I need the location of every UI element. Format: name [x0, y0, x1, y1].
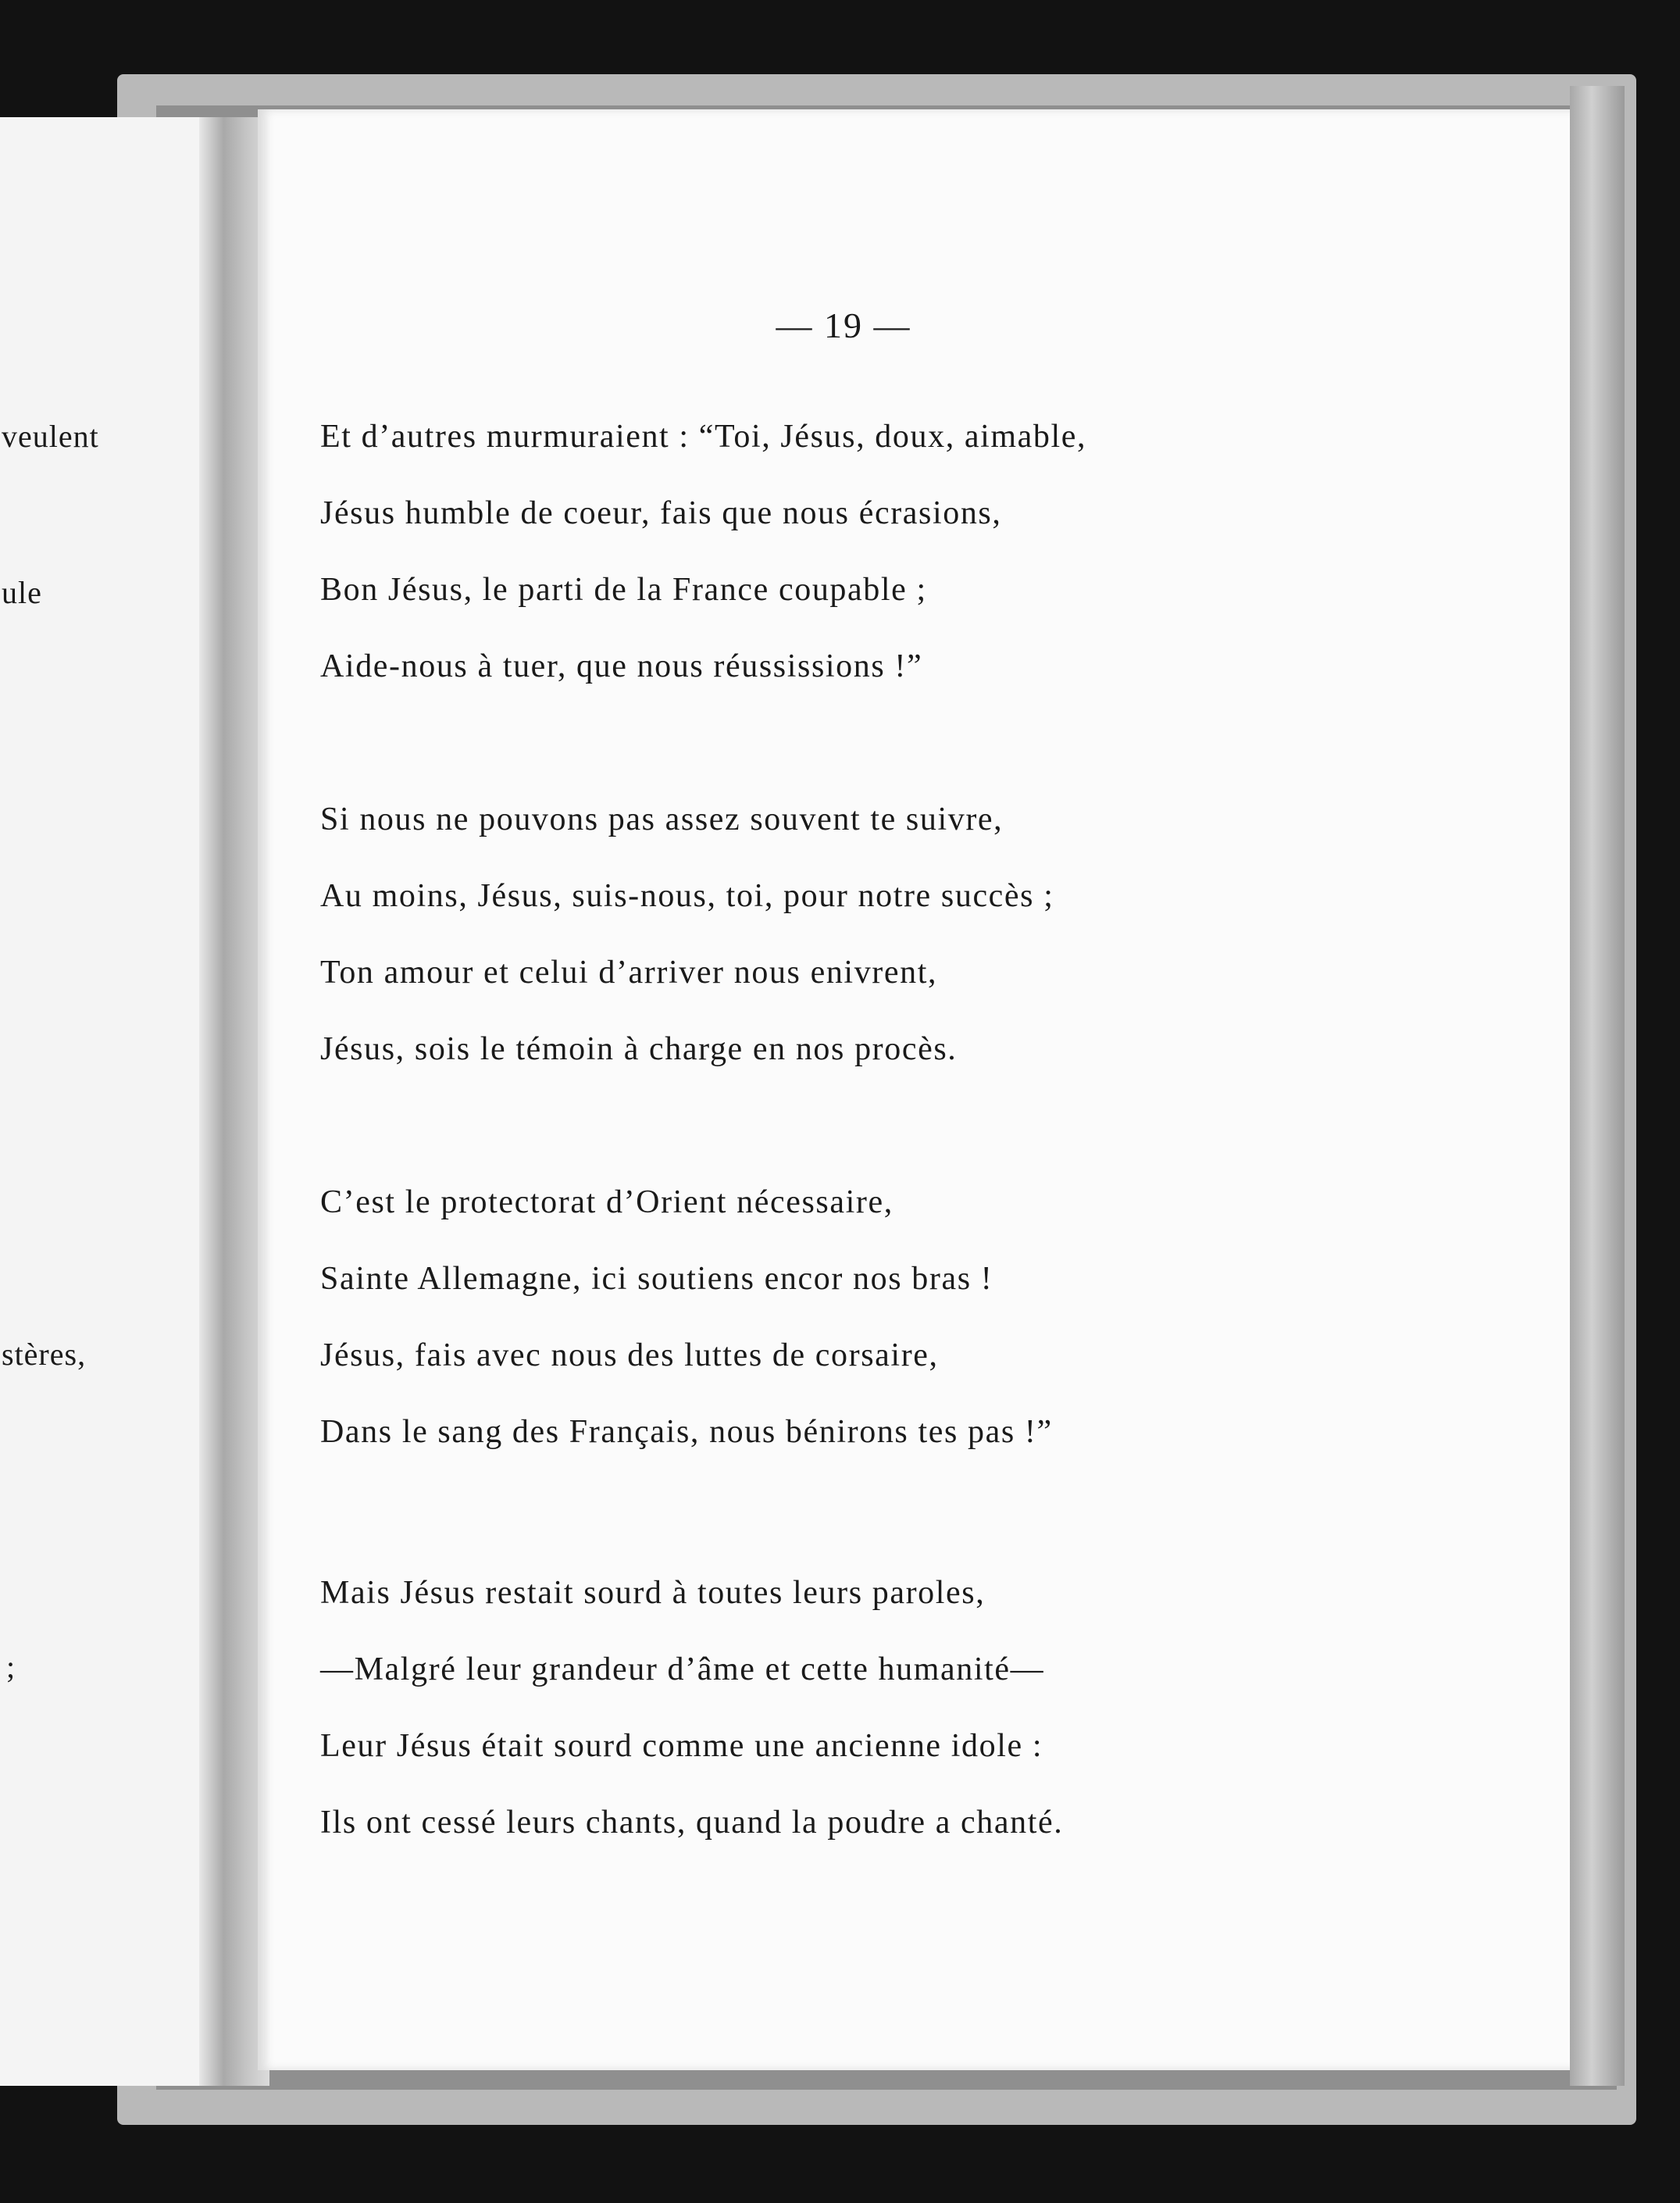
poem-line: Aide-nous à tuer, que nous réussissions !”	[320, 648, 923, 684]
page-number: — 19 —	[776, 305, 911, 345]
left-page-fragment: stères,	[2, 1337, 87, 1372]
poem-line: —Malgré leur grandeur d’âme et cette humanité—	[320, 1651, 1045, 1687]
poem-line: Et d’autres murmuraient : “Toi, Jésus, doux, aimable,	[320, 419, 1087, 455]
poem-line: Si nous ne pouvons pas assez souvent te suivre,	[320, 802, 1004, 837]
poem-line: Leur Jésus était sourd comme une ancienne idole :	[320, 1728, 1043, 1764]
poem-line: Mais Jésus restait sourd à toutes leurs paroles,	[320, 1575, 986, 1611]
poem-line: C’est le protectorat d’Orient nécessaire,	[320, 1184, 894, 1220]
left-page-fragment: veulent	[2, 419, 99, 454]
poem-line: Ils ont cessé leurs chants, quand la poudre a chanté.	[320, 1805, 1064, 1841]
left-page-fragment: ;	[6, 1649, 16, 1684]
poem-line: Jésus, sois le témoin à charge en nos procès.	[320, 1031, 958, 1067]
right-page	[258, 109, 1578, 2070]
poem-line: Ton amour et celui d’arriver nous enivrent,	[320, 955, 938, 991]
cover-flap	[1570, 86, 1625, 2086]
poem-line: Jésus humble de coeur, fais que nous écrasions,	[320, 495, 1002, 531]
poem-line: Dans le sang des Français, nous bénirons tes pas !”	[320, 1414, 1053, 1450]
left-page-fragment: ule	[2, 575, 42, 610]
poem-line: Sainte Allemagne, ici soutiens encor nos bras !	[320, 1261, 993, 1297]
poem-line: Jésus, fais avec nous des luttes de corsaire,	[320, 1337, 939, 1373]
poem-line: Au moins, Jésus, suis-nous, toi, pour notre succès ;	[320, 878, 1054, 914]
poem-line: Bon Jésus, le parti de la France coupable ;	[320, 572, 927, 608]
